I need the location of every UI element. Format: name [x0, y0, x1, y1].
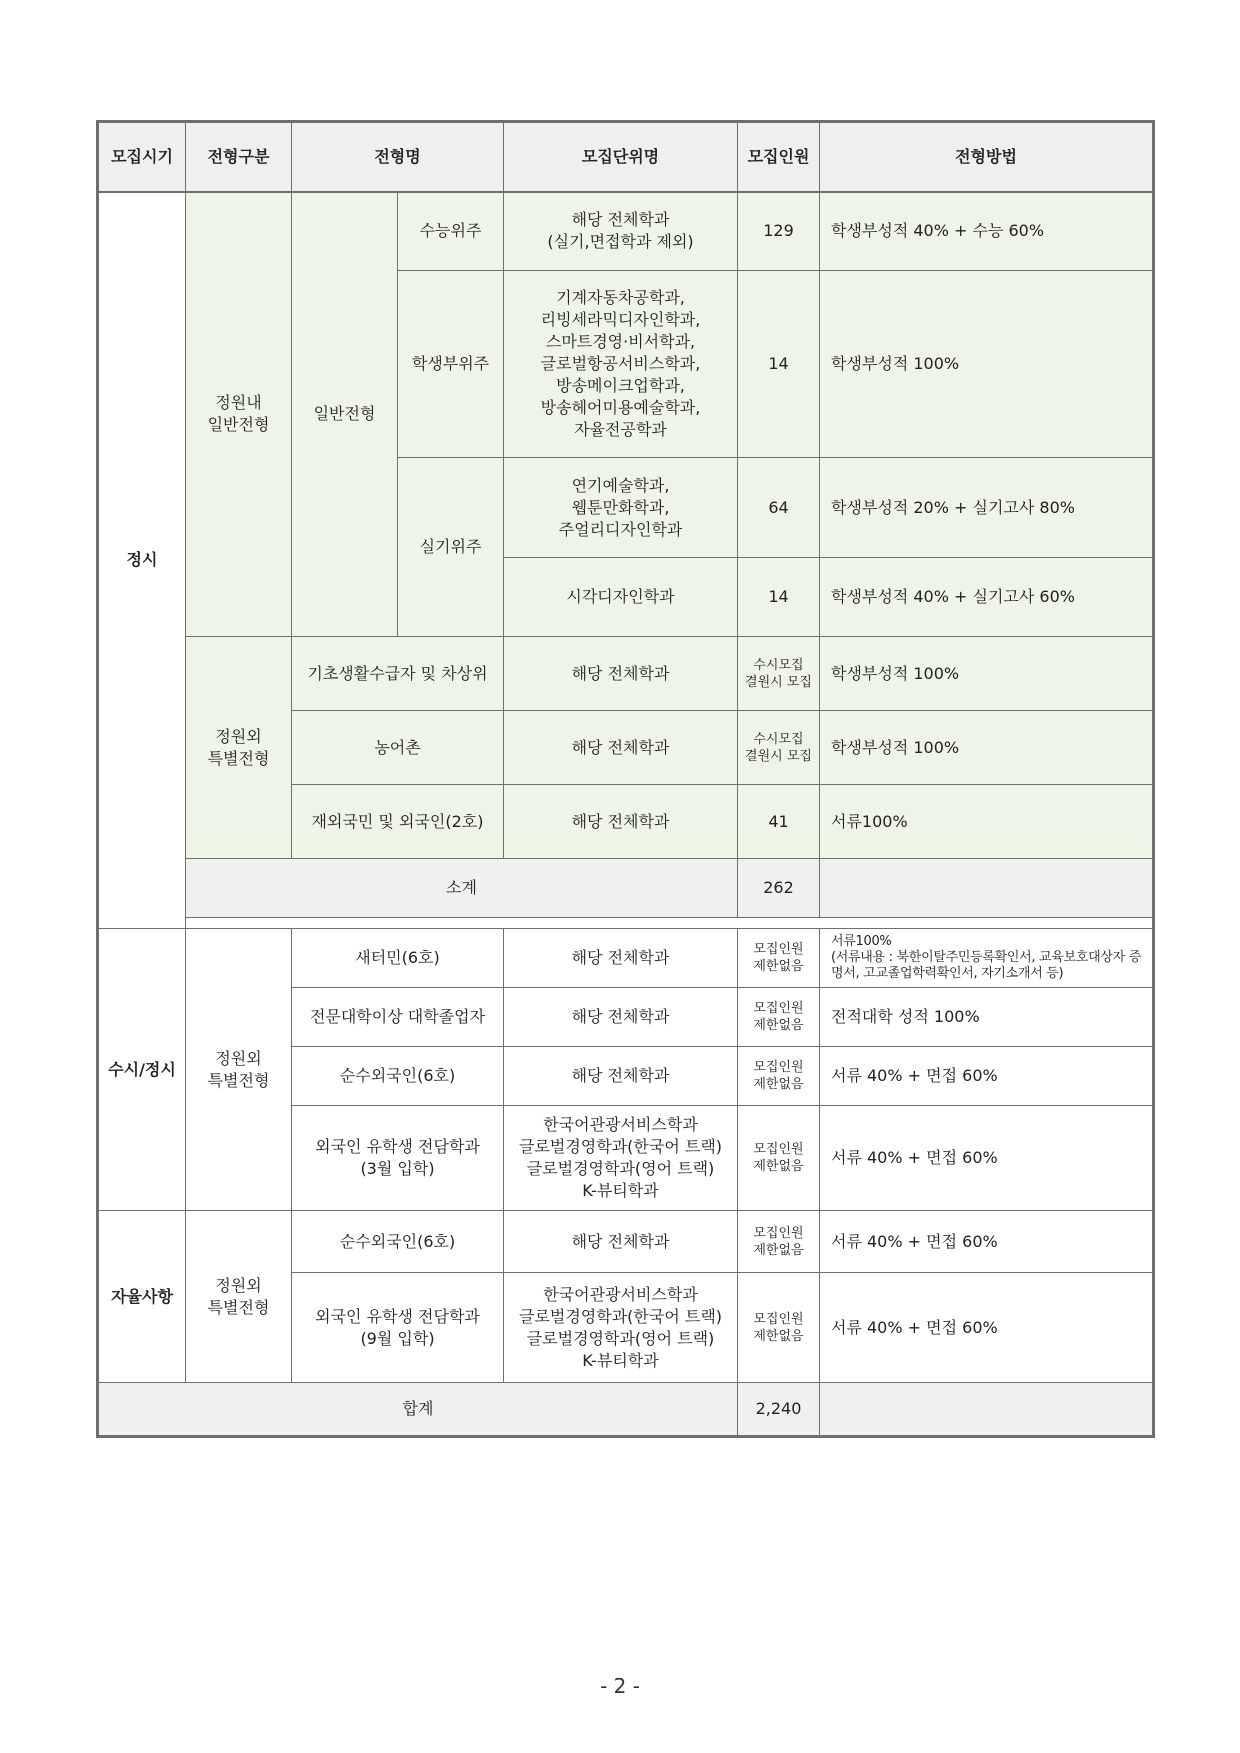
name-cell: 학생부위주 — [398, 271, 504, 458]
unit-cell: 해당 전체학과 (실기,면접학과 제외) — [504, 192, 738, 271]
admission-table — [96, 120, 1155, 1438]
header-name: 전형명 — [292, 122, 504, 192]
header-category: 전형구분 — [186, 122, 292, 192]
unit-cell: 해당 전체학과 — [504, 929, 738, 988]
type-cell-general: 일반전형 — [292, 192, 398, 637]
header-count: 모집인원 — [738, 122, 820, 192]
table-row — [98, 1211, 1154, 1273]
total-label: 합계 — [98, 1383, 738, 1437]
count-cell: 64 — [738, 458, 820, 558]
count-cell: 14 — [738, 271, 820, 458]
period-cell-autonomous: 자율사항 — [98, 1211, 186, 1383]
category-cell-out-quota: 정원외 특별전형 — [186, 929, 292, 1211]
page-number: - 2 - — [600, 1674, 640, 1698]
name-cell: 외국인 유학생 전담학과 (3월 입학) — [292, 1106, 504, 1211]
header-period: 모집시기 — [98, 122, 186, 192]
subtotal-label: 소계 — [186, 859, 738, 918]
unit-cell: 시각디자인학과 — [504, 558, 738, 637]
unit-cell: 해당 전체학과 — [504, 1211, 738, 1273]
name-cell: 순수외국인(6호) — [292, 1211, 504, 1273]
method-cell: 학생부성적 40% + 실기고사 60% — [820, 558, 1154, 637]
category-cell-out-quota: 정원외 특별전형 — [186, 637, 292, 859]
method-cell: 학생부성적 40% + 수능 60% — [820, 192, 1154, 271]
name-cell: 전문대학이상 대학졸업자 — [292, 988, 504, 1047]
count-cell: 모집인원 제한없음 — [738, 1106, 820, 1211]
table-row — [98, 192, 1154, 271]
spacer-row — [98, 918, 1154, 929]
total-count: 2,240 — [738, 1383, 820, 1437]
name-cell: 기초생활수급자 및 차상위 — [292, 637, 504, 711]
method-cell: 서류 40% + 면접 60% — [820, 1211, 1154, 1273]
category-cell-in-quota: 정원내 일반전형 — [186, 192, 292, 637]
method-cell: 서류100% (서류내용 : 북한이탈주민등록확인서, 교육보호대상자 증명서, 고교졸업학력확인서, 자기소개서 등) — [820, 929, 1154, 988]
method-cell: 학생부성적 20% + 실기고사 80% — [820, 458, 1154, 558]
name-cell: 외국인 유학생 전담학과 (9월 입학) — [292, 1273, 504, 1383]
method-cell: 서류100% — [820, 785, 1154, 859]
unit-cell: 해당 전체학과 — [504, 637, 738, 711]
method-cell: 학생부성적 100% — [820, 637, 1154, 711]
count-cell: 모집인원 제한없음 — [738, 1211, 820, 1273]
name-cell: 수능위주 — [398, 192, 504, 271]
period-cell-susi-jeongsi: 수시/정시 — [98, 929, 186, 1211]
period-cell-jeongsi: 정시 — [98, 192, 186, 929]
count-cell: 수시모집 결원시 모집 — [738, 711, 820, 785]
unit-cell: 해당 전체학과 — [504, 711, 738, 785]
count-cell: 41 — [738, 785, 820, 859]
total-method — [820, 1383, 1154, 1437]
count-cell: 수시모집 결원시 모집 — [738, 637, 820, 711]
method-cell: 서류 40% + 면접 60% — [820, 1047, 1154, 1106]
subtotal-count: 262 — [738, 859, 820, 918]
count-cell: 모집인원 제한없음 — [738, 988, 820, 1047]
header-unit: 모집단위명 — [504, 122, 738, 192]
header-method: 전형방법 — [820, 122, 1154, 192]
method-cell: 학생부성적 100% — [820, 271, 1154, 458]
count-cell: 14 — [738, 558, 820, 637]
method-cell: 전적대학 성적 100% — [820, 988, 1154, 1047]
name-cell: 농어촌 — [292, 711, 504, 785]
subtotal-row — [98, 859, 1154, 918]
unit-cell: 연기예술학과, 웹툰만화학과, 주얼리디자인학과 — [504, 458, 738, 558]
unit-cell: 한국어관광서비스학과 글로벌경영학과(한국어 트랙) 글로벌경영학과(영어 트랙) K-뷰티학과 — [504, 1273, 738, 1383]
unit-cell: 해당 전체학과 — [504, 785, 738, 859]
name-cell: 순수외국인(6호) — [292, 1047, 504, 1106]
table-row — [98, 637, 1154, 711]
name-cell-practical: 실기위주 — [398, 458, 504, 637]
category-cell-out-quota: 정원외 특별전형 — [186, 1211, 292, 1383]
total-row — [98, 1383, 1154, 1437]
count-cell: 모집인원 제한없음 — [738, 1273, 820, 1383]
subtotal-method — [820, 859, 1154, 918]
unit-cell: 해당 전체학과 — [504, 988, 738, 1047]
method-cell: 서류 40% + 면접 60% — [820, 1106, 1154, 1211]
name-cell: 재외국민 및 외국인(2호) — [292, 785, 504, 859]
unit-cell: 한국어관광서비스학과 글로벌경영학과(한국어 트랙) 글로벌경영학과(영어 트랙) K-뷰티학과 — [504, 1106, 738, 1211]
count-cell: 129 — [738, 192, 820, 271]
table-row — [98, 929, 1154, 988]
method-cell: 서류 40% + 면접 60% — [820, 1273, 1154, 1383]
name-cell: 새터민(6호) — [292, 929, 504, 988]
unit-cell: 기계자동차공학과, 리빙세라믹디자인학과, 스마트경영·비서학과, 글로벌항공서비스학과, 방송메이크업학과, 방송헤어미용예술학과, 자율전공학과 — [504, 271, 738, 458]
count-cell: 모집인원 제한없음 — [738, 1047, 820, 1106]
count-cell: 모집인원 제한없음 — [738, 929, 820, 988]
header-row — [98, 122, 1154, 192]
unit-cell: 해당 전체학과 — [504, 1047, 738, 1106]
method-cell: 학생부성적 100% — [820, 711, 1154, 785]
